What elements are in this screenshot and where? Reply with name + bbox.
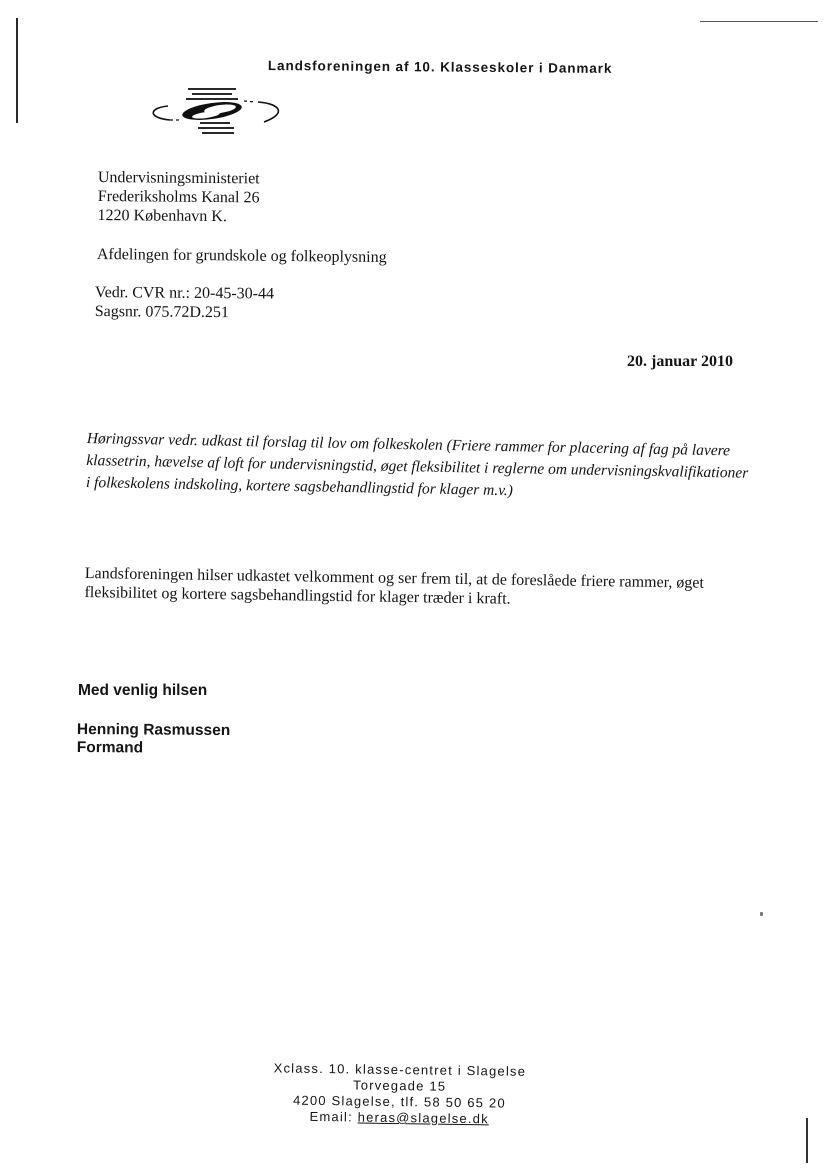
reference-block [95, 283, 274, 323]
organization-logo [140, 84, 290, 140]
closing-salutation: Med venlig hilsen [78, 682, 208, 699]
footer-line-street: Torvegade 15 [352, 1077, 447, 1094]
recipient-address [98, 168, 260, 226]
recipient-line: 1220 København K. [97, 206, 227, 226]
recipient-line: Undervisningsministeriet [97, 168, 260, 188]
organization-header: Landsforeningen af 10. Klasseskoler i Danmark [267, 58, 613, 77]
signer-title: Formand [76, 738, 144, 757]
signature-block [77, 721, 231, 758]
body-paragraph: Landsforeningen hilser udkastet velkomment og ser frem til, at de foreslåede friere rammer, øget fleksibilitet og kortere sagsbehandlingstid for klager træder i kraft. [84, 564, 705, 608]
footer-line-city-phone: 4200 Slagelse, tlf. 58 50 65 20 [292, 1092, 506, 1111]
footer-email-link[interactable]: heras@slagelse.dk [357, 1109, 489, 1127]
case-number: Sagsnr. 075.72D.251 [94, 302, 230, 322]
cvr-reference: Vedr. CVR nr.: 20-45-30-44 [94, 283, 275, 303]
signer-name: Henning Rasmussen [76, 721, 231, 740]
subject-line: Høringssvar vedr. udkast til forslag til lov om folkeskolen (Friere rammer for placering af fag på lavere klassetrin, hævelse af loft for undervisningstid, øget fleksibilitet i reglerne om undervisningskvalifikationer i folkeskolens indskoling, kortere sagsbehandlingstid for klager m.v.) [85, 429, 749, 500]
footer-email-label: Email: [309, 1108, 353, 1125]
scan-speck [760, 912, 763, 916]
recipient-line: Frederiksholms Kanal 26 [97, 187, 260, 207]
recipient-department: Afdelingen for grundskole og folkeoplysning [96, 246, 387, 267]
footer-address [249, 1060, 550, 1128]
scan-edge-line-left [16, 18, 18, 123]
scan-edge-line-top [700, 21, 818, 22]
letter-date: 20. januar 2010 [627, 353, 733, 370]
footer-line-organization: Xclass. 10. klasse-centret i Slagelse [273, 1060, 527, 1079]
scan-edge-line-right [806, 1118, 808, 1163]
